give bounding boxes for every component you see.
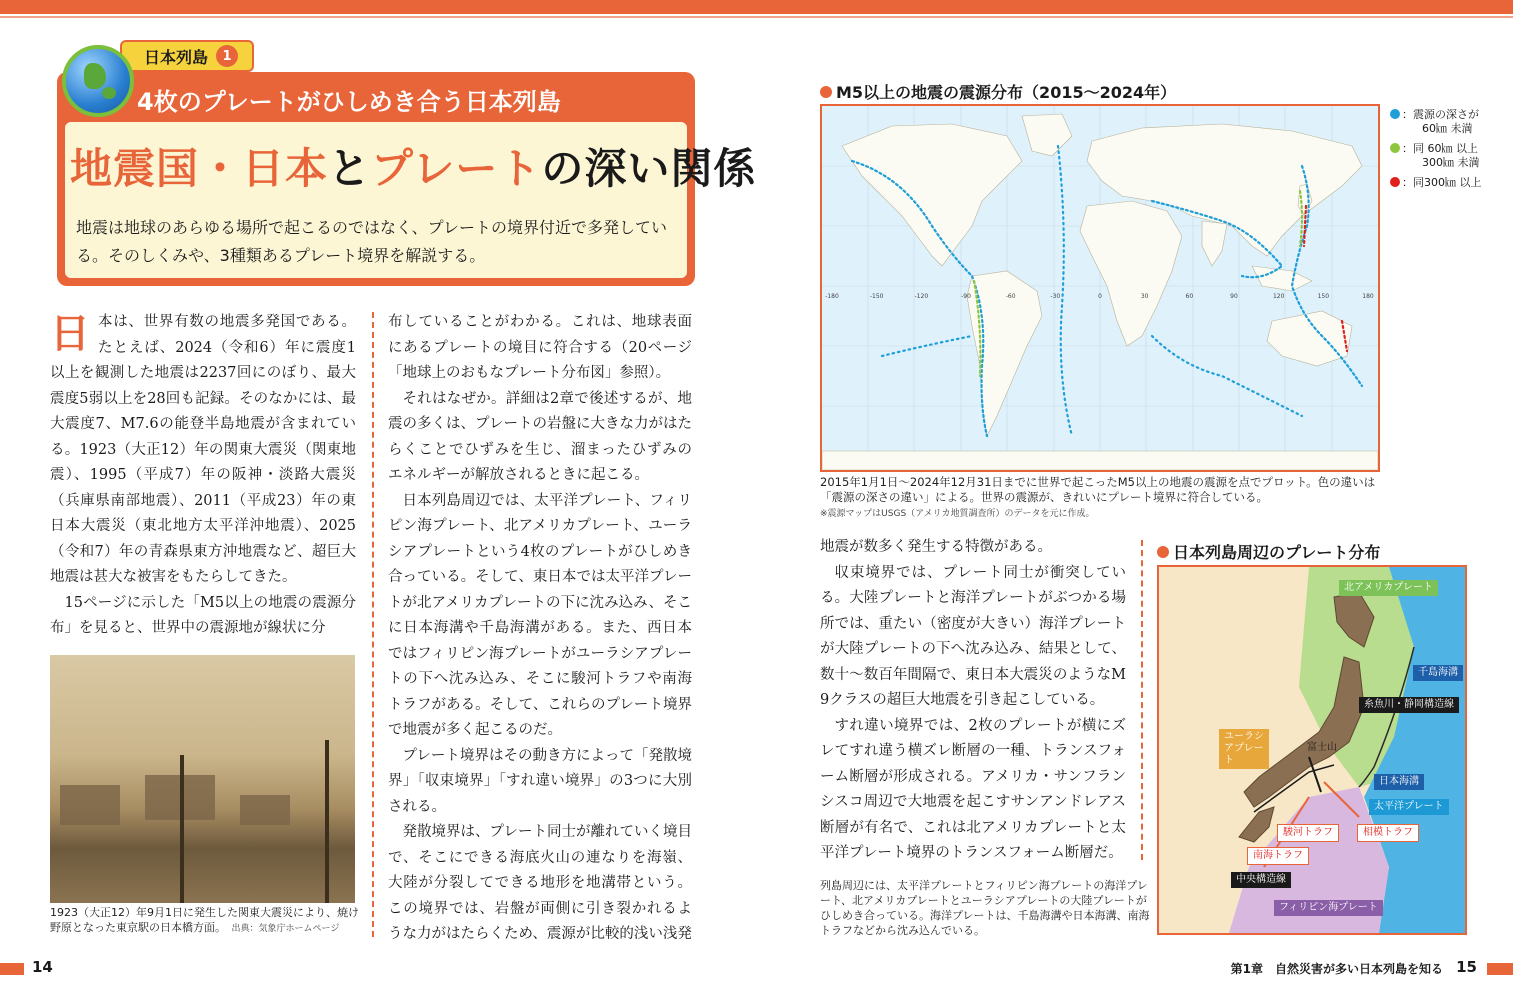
label-mount-fuji: 富士山 [1307,742,1337,753]
japan-plate-map [1157,565,1467,935]
label-chishima-trench: 千島海溝 [1413,665,1463,681]
worldmap-caption-text: 2015年1月1日〜2024年12月31日までに世界で起こったM5以上の地震の震源を点でプロット。色の違いは「震源の深さの違い」による。世界の震源が、きれいにプレート境界に符合している。 [820,475,1376,504]
col2-paragraph-1: 布していることがわかる。これは、地球表面にあるプレートの境目に符合する（20ページ「地球上のおもなプレート分布図」参照）。 [388,314,692,381]
lon-tick-label: -150 [869,293,884,300]
photo-caption-text: 1923（大正12）年9月1日に発生した関東大震災により、焼け野原となった東京駅の日本橋方面。 [50,906,359,934]
label-philippine-sea-plate: フィリピン海プレート [1274,900,1383,916]
title-part-3: プレート [371,144,542,193]
photo-caption [50,905,360,937]
japanmap-caption: 列島周辺には、太平洋プレートとフィリピン海プレートの海洋プレート、北アメリカプレートとユーラシアプレートの大陸プレートがひしめき合っている。海洋プレートは、千島海溝や日本海溝、南海トラフなどから沈み込んでいる。 [820,879,1150,937]
lon-tick-label: 180 [1362,293,1374,300]
footer-bar-left [0,963,24,975]
col2-paragraph-4: プレート境界はその動き方によって「発散境界」「収束境界」「すれ違い境界」の3つに大別される。 [388,747,692,815]
section-tag-number: 1 [216,45,238,67]
label-pacific-plate: 太平洋プレート [1369,799,1449,815]
heading-dot-icon [1157,546,1169,558]
column-divider-2 [1141,540,1143,860]
title-part-2: と [328,144,372,193]
col2-paragraph-2: それはなぜか。詳細は2章で後述するが、地震の多くは、プレートの岩盤に大きな力がはたらくことでひずみを生じ、溜まったひずみのエネルギーが解放されるときに起こる。 [388,390,692,483]
legend-dot-icon [1390,109,1400,119]
lon-tick-label: -180 [825,293,839,300]
footer-bar-right [1487,963,1513,975]
section-tag-label: 日本列島 [144,47,209,67]
header-subtitle: 4枚のプレートがひしめき合う日本列島 [137,88,561,116]
photo-source: 出典：気象庁ホームページ [231,924,340,934]
body-column-3 [820,535,1126,867]
page-title [70,136,756,196]
lon-tick-label: -90 [961,293,971,300]
lon-tick-label: 90 [1230,293,1238,300]
legend-item-intermediate: ：同 60㎞ 以上 300㎞ 未満 [1390,142,1482,170]
worldmap-legend [1390,108,1482,190]
chapter-label: 第1章 自然災害が多い日本列島を知る [1230,962,1443,976]
legend-dot-icon [1390,143,1400,153]
col2-paragraph-5: 発散境界は、プレート同士が離れていく境目で、そこにできる海底火山の連なりを海嶺、大陸が分裂してできる地形を地溝帯という。この境界では、岩盤が両側に引き裂かれるような力がはたらくため、震源が比較的浅い浅発 [388,824,692,942]
legend-dot-icon [1390,177,1400,187]
col3-paragraph-2: 収束境界では、プレート同士が衝突している。大陸プレートと海洋プレートがぶつかる場所では、重たい（密度が大きい）海洋プレートが大陸プレートの下へ沈み込み、結果として、数十〜数百年間隔で、東日本大震災のようなM 9クラスの超巨大地震を引き起こしている。 [820,564,1126,708]
worldmap-caption [820,475,1385,522]
world-map-svg [822,106,1378,470]
label-sagami-trough: 相模トラフ [1357,824,1419,842]
worldmap-heading: M5以上の地震の震源分布（2015〜2024年） [820,80,1176,103]
lon-tick-label: 120 [1272,293,1285,300]
title-part-4: の深い関係 [541,144,757,193]
column-divider-1 [372,312,374,937]
top-accent-bar [0,0,1513,14]
col1-paragraph-2: 15ページに示した「M5以上の地震の震源分布」を見ると、世界中の震源地が線状に分 [50,594,356,636]
body-column-2 [388,310,692,948]
lon-tick-label: 150 [1317,293,1330,300]
lon-tick-label: -120 [914,293,929,300]
lon-tick-label: 0 [1098,293,1102,300]
drop-cap: 日 [50,310,90,357]
world-earthquake-map [820,104,1380,472]
globe-icon [62,45,134,117]
title-part-1: 地震国・日本 [70,144,329,193]
lon-tick-label: 60 [1185,293,1194,300]
col2-paragraph-3: 日本列島周辺では、太平洋プレート、フィリピン海プレート、北アメリカプレート、ユーラシアプレートという4枚のプレートがひしめき合っている。そして、東日本では太平洋プレートが北アメリカプレートの下に沈み込み、そこに日本海溝や千島海溝がある。また、西日本ではフィリピン海プレートがユーラシアプレートの下へ沈み込み、そこに駿河トラフや南海トラフがある。そして、これらのプレート境界で地震が多く起こるのだ。 [388,492,692,738]
lead-text: 地震は地球のあらゆる場所で起こるのではなく、プレートの境界付近で多発している。そのしくみや、3種類あるプレート境界を解説する。 [76,218,668,265]
body-column-1 [50,310,356,642]
label-eurasia-plate: ユーラシアプレート [1219,729,1269,769]
label-japan-trench: 日本海溝 [1374,774,1424,790]
lon-tick-label: -60 [1005,293,1016,300]
legend-item-deep: ：同300㎞ 以上 [1390,176,1482,190]
kanto-earthquake-photo [50,655,355,903]
lon-tick-label: 30 [1140,293,1149,300]
label-median-tectonic-line: 中央構造線 [1231,872,1291,888]
col3-paragraph-3: すれ違い境界では、2枚のプレートが横にズレてすれ違う横ズレ断層の一種、トランスフォーム断層が形成される。アメリカ・サンフランシスコ周辺で大地震を起こすサンアンドレアス断層が有名で、これは北アメリカプレートと太平洋プレート境界のトランスフォーム断層だ。 [820,717,1126,861]
label-north-america-plate: 北アメリカプレート [1339,580,1438,596]
page-number-right: 15 [1456,958,1477,976]
legend-item-shallow: ：震源の深さが 60㎞ 未満 [1390,108,1482,136]
label-itoigawa-line: 糸魚川・静岡構造線 [1359,697,1459,713]
label-suruga-trough: 駿河トラフ [1277,824,1339,842]
section-tag [120,40,254,72]
col1-paragraph-1: 本は、世界有数の地震多発国である。たとえば、2024（令和6）年に震度1以上を観測した地震は2237回にのぼり、最大震度5弱以上を28回も記録。そのなかには、最大震度7、M7.6の能登半島地震が含まれている。1923（大正12）年の関東大震災（関東地震）、1995（平成7）年の阪神・淡路大震災（兵庫県南部地震）、2011（平成23）年の東日本大震災（東北地方太平洋沖地震）、2025（令和7）年の青森県東方沖地震など、超巨大地震は甚大な被害をもたらしてきた。 [50,314,356,585]
label-nankai-trough: 南海トラフ [1247,847,1309,865]
lon-tick-label: -30 [1050,293,1061,300]
col3-paragraph-1: 地震が数多く発生する特徴がある。 [820,539,1052,555]
worldmap-source: ※震源マップはUSGS（アメリカ地質調査所）のデータを元に作成。 [820,509,1095,519]
heading-dot-icon [820,86,832,98]
page-number-left: 14 [32,958,53,976]
japanmap-heading: 日本列島周辺のプレート分布 [1157,540,1380,563]
